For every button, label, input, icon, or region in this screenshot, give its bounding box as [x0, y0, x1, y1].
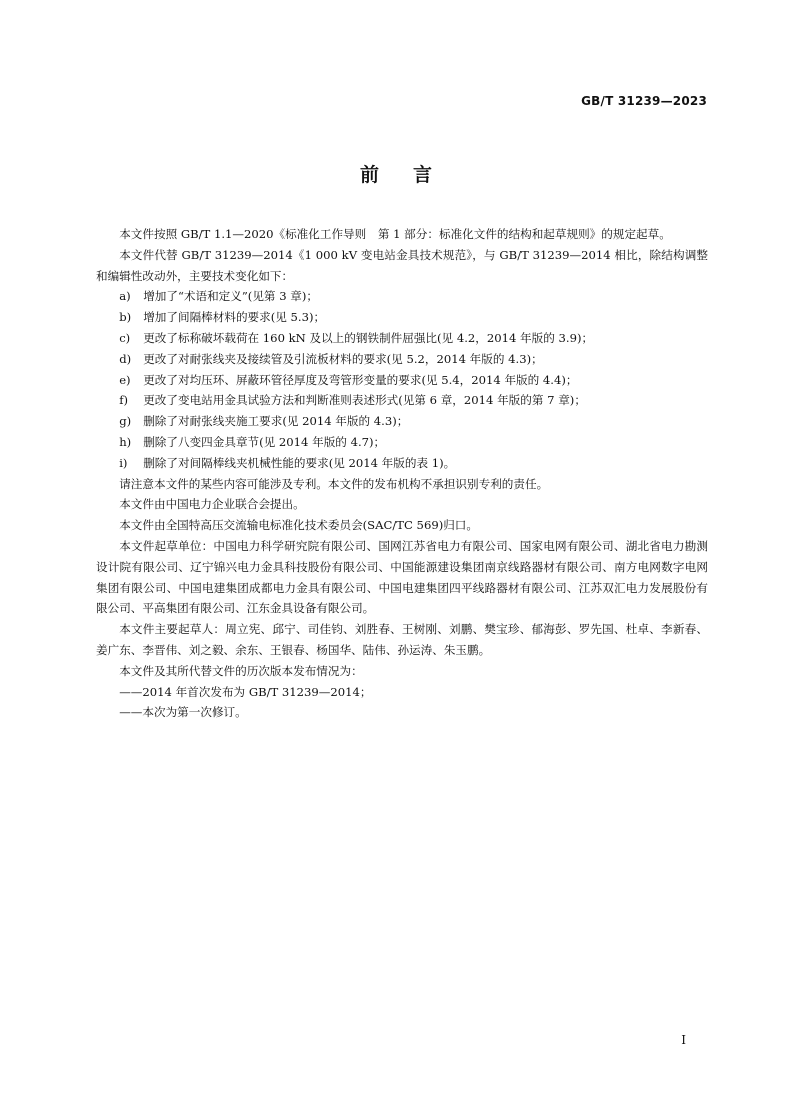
list-item-text: 删除了对间隔棒线夹机械性能的要求(见 2014 年版的表 1)。 — [143, 455, 456, 470]
list-item — [96, 370, 708, 391]
paragraph-drafting-units: 本文件起草单位：中国电力科学研究院有限公司、国网江苏省电力有限公司、国家电网有限公司、湖北省电力勘测设计院有限公司、辽宁锦兴电力金具科技股份有限公司、中国能源建设集团南京线路器材有限公司、南方电网数字电网集团有限公司、中国电建集团成都电力金具有限公司、中国电建集团四平线路器材有限公司、江苏双汇电力发展股份有限公司、平高集团有限公司、江东金具设备有限公司。 — [96, 538, 708, 616]
list-item-text: 更改了对耐张线夹及接续管及引流板材料的要求(见 5.2，2014 年版的 4.3)； — [143, 351, 543, 366]
list-item — [96, 286, 708, 307]
list-item — [96, 390, 708, 411]
list-marker: d) — [119, 351, 132, 366]
list-item — [96, 328, 708, 349]
list-item-text: 增加了“术语和定义”(见第 3 章)； — [143, 289, 318, 304]
list-marker: a) — [119, 289, 131, 304]
history-item: ——2014 年首次发布为 GB/T 31239—2014； — [119, 684, 372, 699]
list-item-text: 更改了变电站用金具试验方法和判断准则表述形式(见第 6 章，2014 年版的第 7 章)； — [143, 393, 586, 408]
list-marker: h) — [119, 434, 132, 449]
change-list — [96, 286, 708, 473]
list-marker: e) — [119, 372, 131, 387]
list-marker: g) — [119, 414, 132, 429]
paragraph-proposer: 本文件由中国电力企业联合会提出。 — [119, 497, 305, 512]
list-item-text: 删除了对耐张线夹施工要求(见 2014 年版的 4.3)； — [143, 414, 409, 429]
paragraph-drafters: 本文件主要起草人：周立宪、邱宁、司佳钧、刘胜春、王树刚、刘鹏、樊宝珍、郁海彭、罗先国、杜卓、李新春、姜广东、李晋伟、刘之毅、余东、王银春、杨国华、陆伟、孙运涛、朱玉鹏。 — [96, 622, 708, 657]
paragraph-committee: 本文件由全国特高压交流输电标准化技术委员会(SAC/TC 569)归口。 — [119, 518, 478, 533]
page-title: 前言 — [359, 164, 466, 186]
list-item-text: 删除了八变四金具章节(见 2014 年版的 4.7)； — [143, 434, 386, 449]
list-item — [96, 307, 708, 328]
list-item — [96, 432, 708, 453]
paragraph-patent-notice: 请注意本文件的某些内容可能涉及专利。本文件的发布机构不承担识别专利的责任。 — [119, 476, 549, 491]
page-number: I — [681, 1033, 686, 1047]
paragraph-drafting-rules: 本文件按照 GB/T 1.1—2020《标准化工作导则 第 1 部分：标准化文件的结构和起草规则》的规定起草。 — [119, 227, 671, 241]
list-item — [96, 453, 708, 474]
standard-number: GB/T 31239—2023 — [581, 94, 707, 108]
foreword-body — [96, 224, 708, 723]
list-item — [96, 349, 708, 370]
list-marker: b) — [119, 310, 132, 325]
paragraph-replacement: 本文件代替 GB/T 31239—2014《1 000 kV 变电站金具技术规范》，与 GB/T 31239—2014 相比，除结构调整和编辑性改动外，主要技术变化如下： — [96, 247, 708, 283]
list-item — [96, 411, 708, 432]
list-item-text: 增加了间隔棒材料的要求(见 5.3)； — [143, 310, 326, 325]
list-item-text: 更改了对均压环、屏蔽环管径厚度及弯管形变量的要求(见 5.4，2014 年版的 4.4)； — [143, 372, 578, 387]
list-marker: c) — [119, 330, 131, 345]
list-item-text: 更改了标称破坏载荷在 160 kN 及以上的钢铁制件屈强比(见 4.2，2014 年版的 3.9)； — [143, 330, 594, 345]
history-item: ——本次为第一次修订。 — [119, 705, 247, 720]
list-marker: i) — [119, 455, 128, 470]
paragraph-version-history: 本文件及其所代替文件的历次版本发布情况为： — [119, 663, 363, 678]
list-marker: f) — [119, 393, 129, 408]
